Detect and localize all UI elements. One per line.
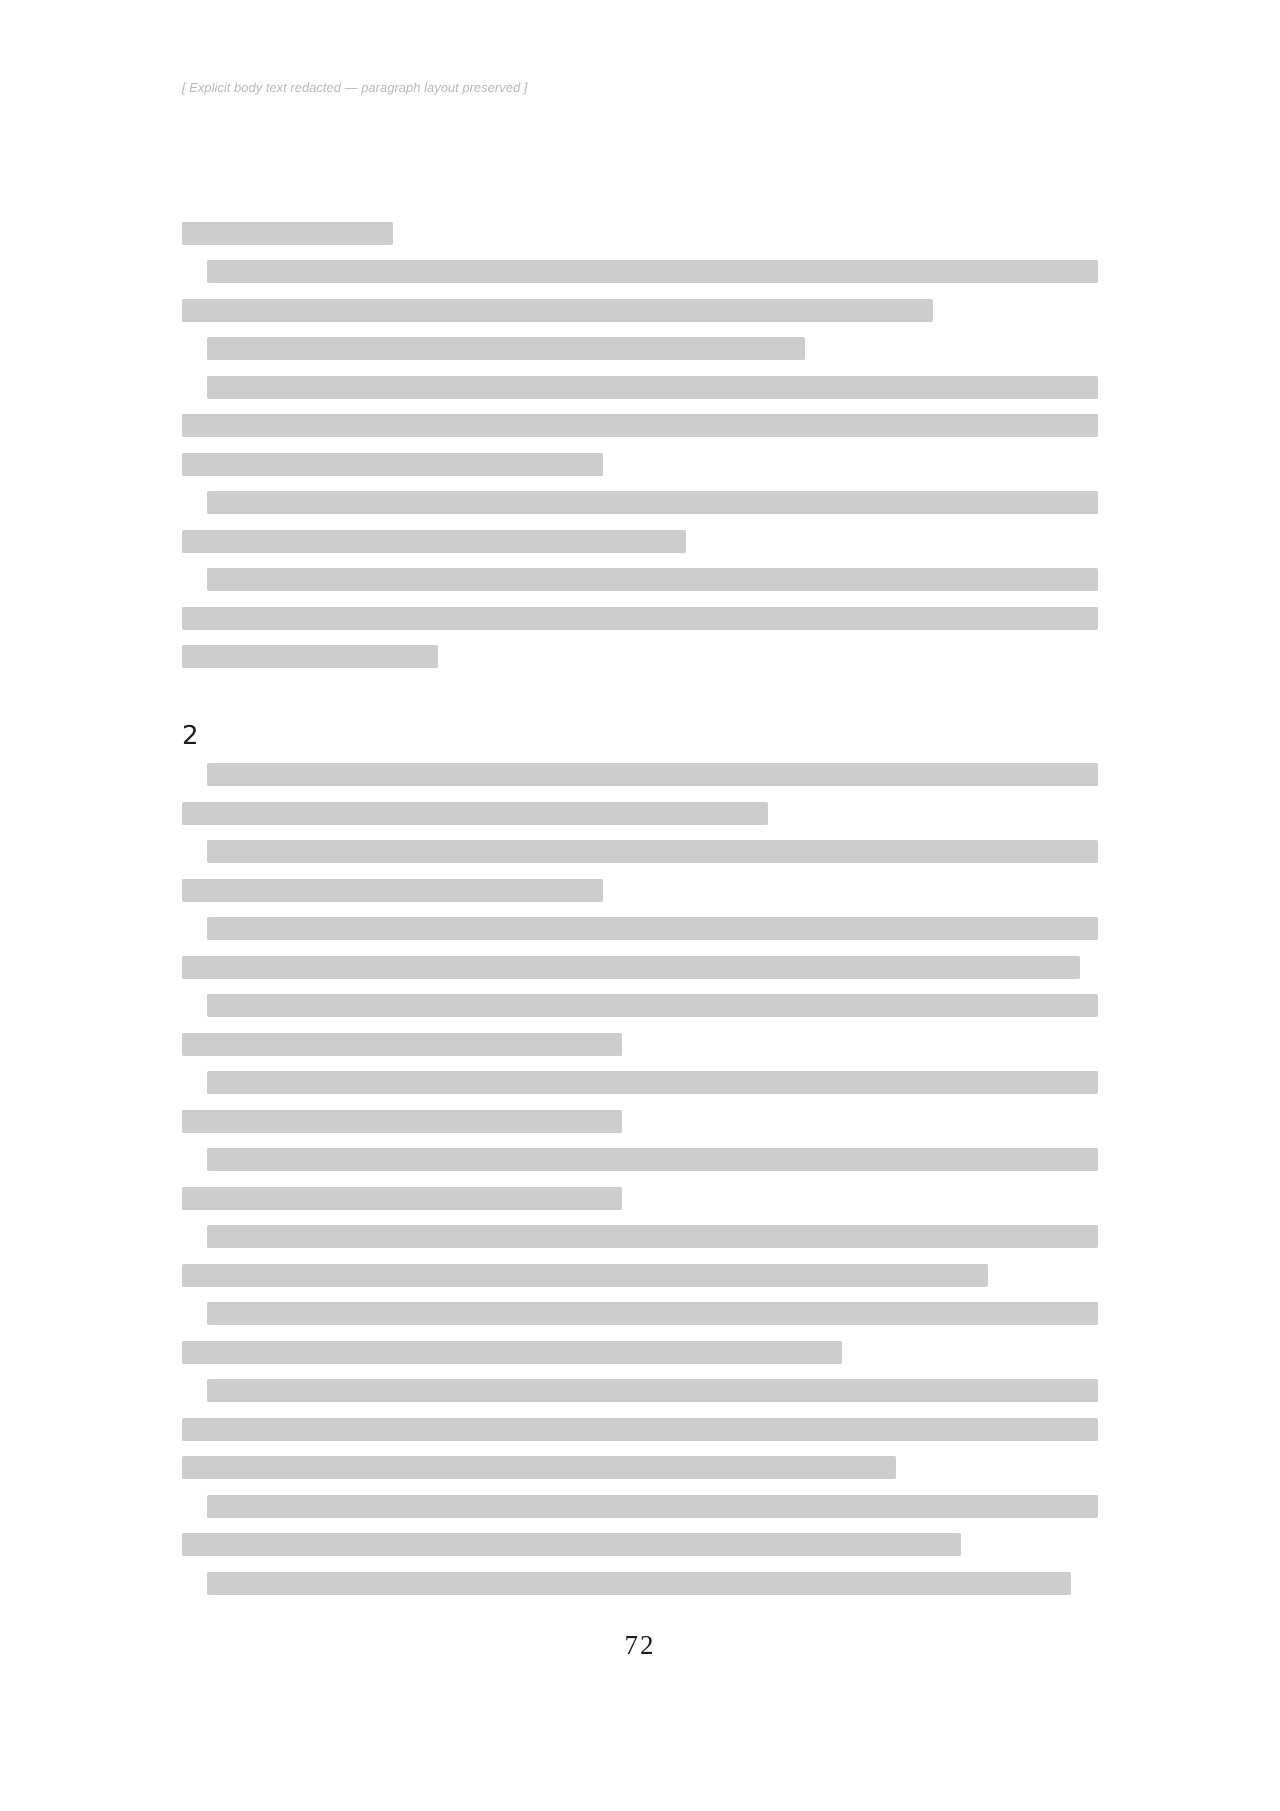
redacted-text-bar [182,956,1080,979]
paragraph [182,330,1098,369]
redacted-text-line [182,871,1098,910]
redacted-text-line [182,484,1098,523]
redacted-text-line [182,599,1098,638]
redacted-text-bar [182,607,1098,630]
redacted-text-line [182,561,1098,600]
redacted-text-line [182,987,1098,1026]
redacted-text-bar [207,568,1098,591]
redacted-text-bar [207,1225,1098,1248]
redaction-notice: [ Explicit body text redacted — paragraph layout preserved ] [182,80,528,95]
redacted-text-line [182,1179,1098,1218]
redacted-text-line [182,1256,1098,1295]
redacted-text-line [182,330,1098,369]
redacted-text-line [182,445,1098,484]
redacted-text-line [182,1064,1098,1103]
redacted-text-bar [207,337,805,360]
paragraph [182,214,1098,253]
redacted-text-bar [182,879,603,902]
paragraph [182,756,1098,833]
paragraph [182,484,1098,561]
redacted-text-line [182,1218,1098,1257]
redacted-text-bar [182,414,1098,437]
redacted-text-line [182,1372,1098,1411]
paragraph [182,1218,1098,1295]
redacted-text-line [182,948,1098,987]
paragraph [182,910,1098,987]
redacted-text-bar [207,1148,1098,1171]
redacted-text-bar [182,1418,1098,1441]
redacted-text-line [182,1025,1098,1064]
redacted-text-bar [182,1033,622,1056]
redacted-text-line [182,1449,1098,1488]
redacted-text-line [182,1295,1098,1334]
section-number: 2 [182,721,199,752]
redacted-text-line [182,1102,1098,1141]
paragraph [182,253,1098,330]
redacted-text-bar [207,1495,1098,1518]
redacted-text-bar [182,453,603,476]
redacted-text-line [182,407,1098,446]
paragraph [182,987,1098,1064]
paragraph [182,833,1098,910]
redacted-text-line [182,1564,1098,1603]
paragraph [182,561,1098,677]
redacted-text-line [182,756,1098,795]
redacted-text-bar [182,1533,961,1556]
redacted-text-line [182,253,1098,292]
redacted-text-bar [207,260,1098,283]
redacted-text-bar [182,1456,896,1479]
redacted-text-bar [182,299,933,322]
page-number: 72 [624,1630,656,1660]
redacted-text-bar [182,530,686,553]
redacted-text-line [182,794,1098,833]
redacted-text-line [182,522,1098,561]
redacted-text-line [182,833,1098,872]
redacted-text-bar [207,1379,1098,1402]
paragraph [182,1564,1098,1603]
redacted-text-bar [207,763,1098,786]
redacted-text-line [182,1410,1098,1449]
redacted-text-bar [207,1302,1098,1325]
redacted-text-line [182,638,1098,677]
redacted-text-bar [207,917,1098,940]
redacted-text-line [182,291,1098,330]
redacted-text-bar [207,840,1098,863]
redacted-text-bar [182,1264,988,1287]
redacted-text-line [182,368,1098,407]
redacted-text-bar [182,1110,622,1133]
text-content [182,214,1098,1603]
redacted-text-line [182,1333,1098,1372]
paragraph [182,1295,1098,1372]
redacted-text-bar [182,1187,622,1210]
redacted-text-bar [207,1572,1071,1595]
redacted-text-bar [207,1071,1098,1094]
redacted-text-bar [182,222,393,245]
redacted-text-line [182,1487,1098,1526]
redacted-text-line [182,1526,1098,1565]
redacted-text-line [182,214,1098,253]
redacted-text-bar [182,645,438,668]
paragraph [182,1141,1098,1218]
redacted-text-bar [182,1341,842,1364]
redacted-text-bar [207,994,1098,1017]
paragraph [182,1487,1098,1564]
paragraph [182,368,1098,484]
paragraph [182,1064,1098,1141]
redacted-text-bar [207,376,1098,399]
redacted-text-line [182,910,1098,949]
redacted-text-bar [207,491,1098,514]
paragraph [182,1372,1098,1488]
redacted-text-line [182,1141,1098,1180]
redacted-text-bar [182,802,768,825]
